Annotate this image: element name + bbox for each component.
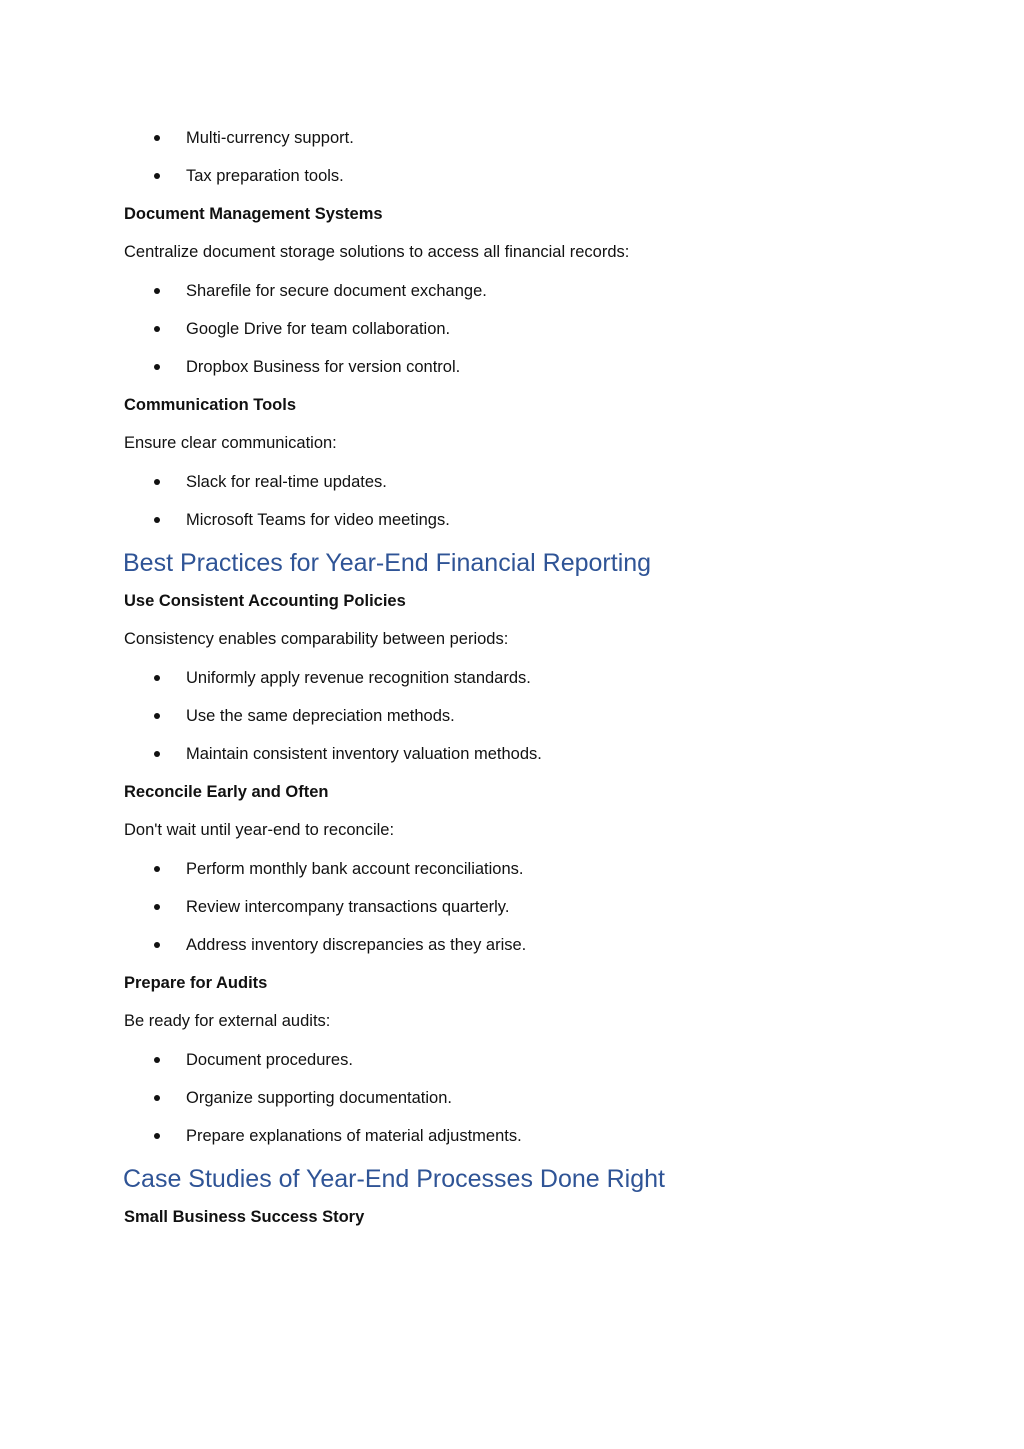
list-item-text: Use the same depreciation methods.	[186, 707, 455, 725]
paragraph: Be ready for external audits:	[124, 1012, 331, 1030]
list-item-text: Google Drive for team collaboration.	[186, 320, 451, 338]
bullet-icon	[154, 1095, 160, 1101]
list-item-text: Perform monthly bank account reconciliations.	[186, 860, 524, 878]
list-item-text: Uniformly apply revenue recognition standards.	[186, 669, 531, 687]
list-item-text: Organize supporting documentation.	[186, 1089, 452, 1107]
list-item-text: Prepare explanations of material adjustments.	[186, 1127, 522, 1145]
subsection-title: Document Management Systems	[124, 205, 383, 223]
bullet-icon	[154, 904, 160, 910]
paragraph: Consistency enables comparability between periods:	[124, 630, 509, 648]
paragraph: Centralize document storage solutions to access all financial records:	[124, 243, 630, 261]
list-item-text: Slack for real-time updates.	[186, 473, 387, 491]
paragraph: Ensure clear communication:	[124, 434, 337, 452]
list-item-text: Tax preparation tools.	[186, 167, 344, 185]
bullet-icon	[154, 364, 160, 370]
section-heading: Case Studies of Year-End Processes Done Right	[123, 1165, 665, 1193]
list-item-text: Multi-currency support.	[186, 129, 354, 147]
bullet-icon	[154, 517, 160, 523]
subsection-title: Use Consistent Accounting Policies	[124, 592, 406, 610]
section-heading: Best Practices for Year-End Financial Reporting	[123, 549, 652, 577]
bullet-icon	[154, 135, 160, 141]
bullet-icon	[154, 1133, 160, 1139]
bullet-icon	[154, 866, 160, 872]
list-item-text: Microsoft Teams for video meetings.	[186, 511, 450, 529]
list-item-text: Dropbox Business for version control.	[186, 358, 461, 376]
bullet-icon	[154, 713, 160, 719]
bullet-icon	[154, 479, 160, 485]
bullet-icon	[154, 1057, 160, 1063]
bullet-icon	[154, 675, 160, 681]
bullet-icon	[154, 326, 160, 332]
bullet-icon	[154, 942, 160, 948]
list-item-text: Maintain consistent inventory valuation methods.	[186, 745, 542, 763]
bullet-icon	[154, 173, 160, 179]
bullet-icon	[154, 751, 160, 757]
subsection-title: Reconcile Early and Often	[124, 783, 329, 801]
list-item-text: Sharefile for secure document exchange.	[186, 282, 487, 300]
subsection-title: Communication Tools	[124, 396, 297, 414]
bullet-icon	[154, 288, 160, 294]
subsection-title: Prepare for Audits	[124, 974, 268, 992]
list-item-text: Address inventory discrepancies as they arise.	[186, 936, 527, 954]
paragraph: Don't wait until year-end to reconcile:	[124, 821, 395, 839]
list-item-text: Document procedures.	[186, 1051, 353, 1069]
list-item-text: Review intercompany transactions quarterly.	[186, 898, 510, 916]
subsection-title: Small Business Success Story	[124, 1208, 365, 1226]
